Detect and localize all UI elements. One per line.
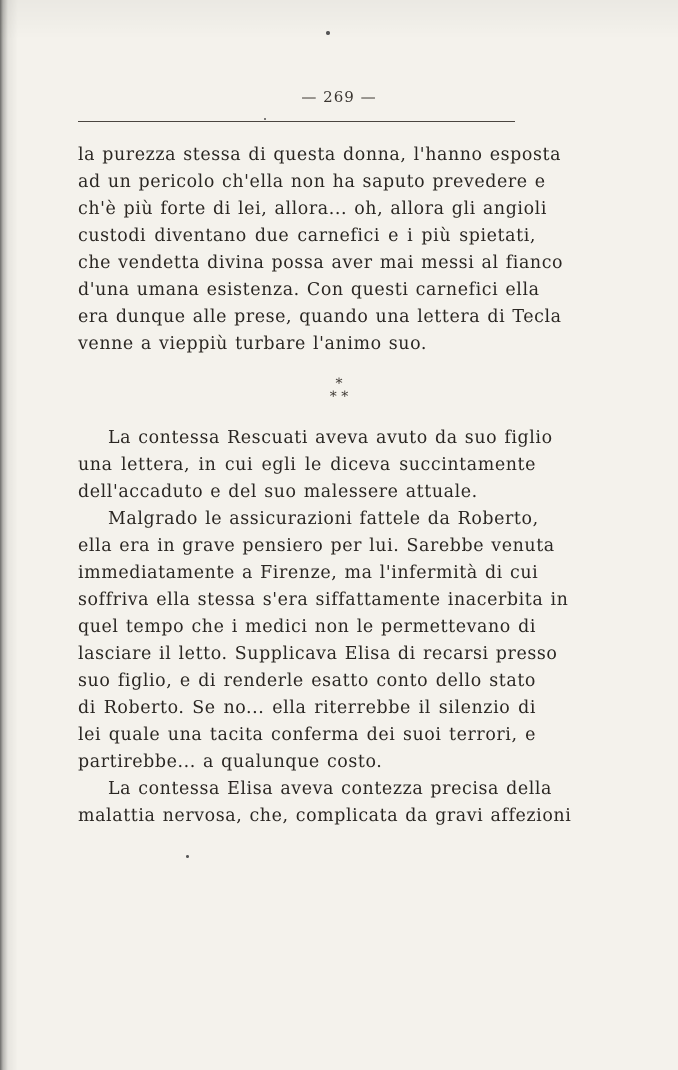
- text-line: ad un pericolo ch'ella non ha saputo prevedere e: [78, 172, 546, 192]
- header-rule: [78, 121, 515, 122]
- text-line: lasciare il letto. Supplicava Elisa di recarsi presso: [78, 644, 558, 664]
- paragraph-2: [78, 425, 553, 506]
- text-line: Malgrado le assicurazioni fattele da Roberto,: [108, 509, 539, 529]
- text-line: suo figlio, e di renderle esatto conto dello stato: [78, 671, 536, 691]
- text-line: era dunque alle prese, quando una lettera di Tecla: [78, 307, 562, 327]
- text-line: partirebbe... a qualunque costo.: [78, 752, 383, 772]
- asterism-bottom: * *: [329, 389, 349, 405]
- text-line: dell'accaduto e del suo malessere attuale.: [78, 482, 478, 502]
- text-block-bottom: [78, 425, 572, 830]
- text-line: la purezza stessa di questa donna, l'hanno esposta: [78, 145, 562, 165]
- text-line: custodi diventano due carnefici e i più spietati,: [78, 226, 536, 246]
- text-line: quel tempo che i medici non le permettevano di: [78, 617, 536, 637]
- ink-speck: [186, 855, 189, 858]
- text-line: soffriva ella stessa s'era siffattamente inacerbita in: [78, 590, 569, 610]
- text-line: malattia nervosa, che, complicata da gravi affezioni: [78, 806, 572, 826]
- paragraph-4: [78, 776, 572, 830]
- text-line: lei quale una tacita conferma dei suoi terrori, e: [78, 725, 536, 745]
- text-line: ella era in grave pensiero per lui. Sarebbe venuta: [78, 536, 555, 556]
- text-line: che vendetta divina possa aver mai messi al fianco: [78, 253, 564, 273]
- paragraph-3: [78, 506, 569, 776]
- text-line: di Roberto. Se no... ella riterrebbe il silenzio di: [78, 698, 536, 718]
- text-line: La contessa Elisa aveva contezza precisa della: [108, 779, 553, 799]
- ink-speck: [326, 31, 330, 35]
- ink-speck: [264, 118, 266, 120]
- page-number: — 269 —: [301, 88, 377, 106]
- text-line: ch'è più forte di lei, allora... oh, allora gli angioli: [78, 199, 547, 219]
- text-line: immediatamente a Firenze, ma l'infermità di cui: [78, 563, 539, 583]
- text-line: d'una umana esistenza. Con questi carnefici ella: [78, 280, 540, 300]
- section-separator: [0, 378, 678, 404]
- asterism-top: *: [335, 376, 343, 392]
- text-line: venne a vieppiù turbare l'animo suo.: [78, 334, 427, 354]
- text-line: La contessa Rescuati aveva avuto da suo figlio: [108, 428, 553, 448]
- paragraph-1: [78, 142, 564, 358]
- text-block-top: [78, 142, 564, 358]
- text-line: una lettera, in cui egli le diceva succintamente: [78, 455, 536, 475]
